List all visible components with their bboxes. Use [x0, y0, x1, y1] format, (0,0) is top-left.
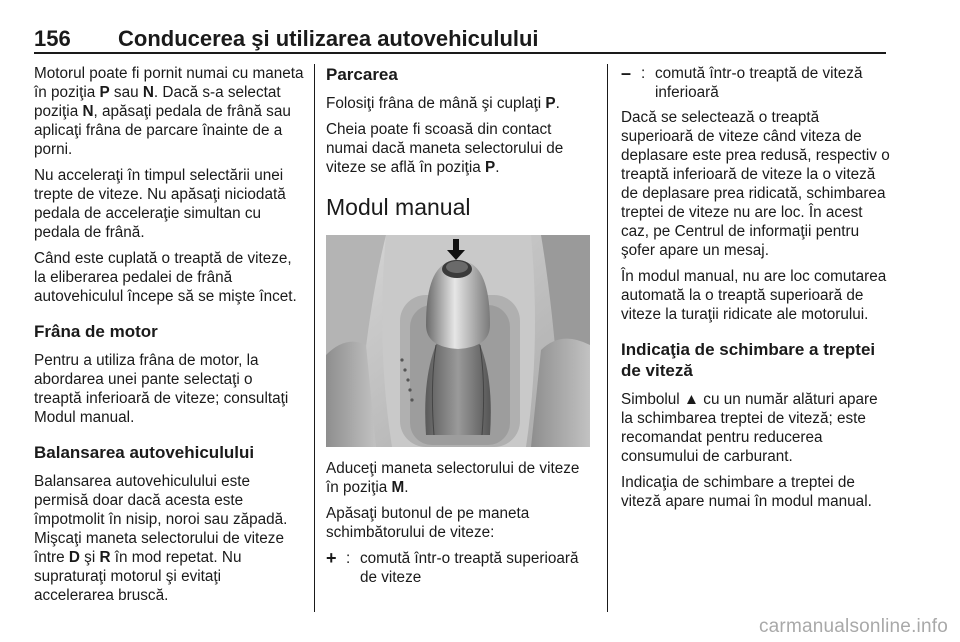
heading-parking: Parcarea — [326, 65, 398, 84]
header-rule — [34, 52, 886, 54]
paragraph-select-m: Aduceţi maneta selectorului de viteze în poziţia M. — [326, 460, 580, 496]
paragraph-engine-brake: Pentru a utiliza frâna de motor, la abordarea unei pante selectaţi o treaptă inferioară de viteze; consultaţi Modul manual. — [34, 352, 289, 426]
gear-selector-photo — [326, 235, 590, 447]
heading-engine-brake: Frâna de motor — [34, 322, 158, 341]
watermark: carmanualsonline.info — [758, 616, 948, 637]
definition-upshift: + : comută într-o treaptă superioară de viteze — [326, 548, 579, 586]
column-left — [34, 64, 304, 612]
page-number: 156 — [34, 26, 71, 51]
heading-rocking: Balansarea autovehiculului — [34, 443, 255, 462]
paragraph-no-auto-upshift: În modul manual, nu are loc comutarea automată la o treaptă superioară de viteze la turaţii ridicate ale motorului. — [621, 268, 887, 323]
heading-shift-indicator: Indicaţia de schimbare a treptei de viteză — [621, 340, 876, 380]
paragraph-rocking: Balansarea autovehiculului este permisă doar dacă acesta este împotmolit în nisip, noroi sau zăpadă. Mişcaţi maneta selectorului de viteze între D şi R în mod repetat. Nu supraturaţi motorul şi evitaţi accelerarea bruscă. — [34, 473, 288, 604]
page-title: Conducerea şi utilizarea autovehiculului — [118, 26, 539, 51]
column-middle — [326, 64, 594, 593]
column-divider-2 — [607, 64, 608, 612]
column-right — [621, 64, 891, 518]
paragraph-creep: Când este cuplată o treaptă de viteze, la eliberarea pedalei de frână autovehiculul începe să se mişte încet. — [34, 250, 297, 305]
paragraph-press-button: Apăsaţi butonul de pe maneta schimbătorului de viteze: — [326, 505, 530, 541]
paragraph-parking-brake: Folosiţi frâna de mână şi cuplaţi P. — [326, 95, 560, 112]
definition-downshift: – : comută într-o treaptă de viteză inferioară — [621, 63, 863, 101]
column-divider-1 — [314, 64, 315, 612]
minus-icon: – — [621, 63, 632, 83]
paragraph-key-removal: Cheia poate fi scoasă din contact numai dacă maneta selectorului de viteze se află în poziţia P. — [326, 121, 564, 176]
paragraph-shift-symbol: Simbolul ▲ cu un număr alături apare la schimbarea treptei de viteză; este recomandat pentru reducerea consumului de carburant. — [621, 391, 878, 465]
heading-manual-mode: Modul manual — [326, 194, 471, 220]
paragraph-start-condition: Motorul poate fi pornit numai cu maneta în poziţia P sau N. Dacă s-a selectat poziţia N, apăsaţi pedala de frână sau aplicaţi frâna de parcare înainte de a porni. — [34, 65, 304, 158]
paragraph-shift-manual-only: Indicaţia de schimbare a treptei de viteză apare numai în modul manual. — [621, 474, 872, 510]
paragraph-no-accelerate: Nu acceleraţi în timpul selectării unei trepte de viteze. Nu apăsaţi niciodată pedala de acceleraţie simultan cu pedala de frână. — [34, 167, 286, 241]
triangle-up-icon: ▲ — [683, 391, 700, 408]
page-header — [34, 26, 886, 56]
paragraph-shift-rejected: Dacă se selectează o treaptă superioară de viteze când viteza de deplasare este prea redusă, respectiv o treaptă inferioară de viteze la o viteză de deplasare prea ridicată, schimbarea treptei de viteze nu are loc. În acest caz, pe Centrul de informaţii pentru şofer apare un mesaj. — [621, 109, 890, 259]
plus-icon: + — [326, 548, 337, 568]
